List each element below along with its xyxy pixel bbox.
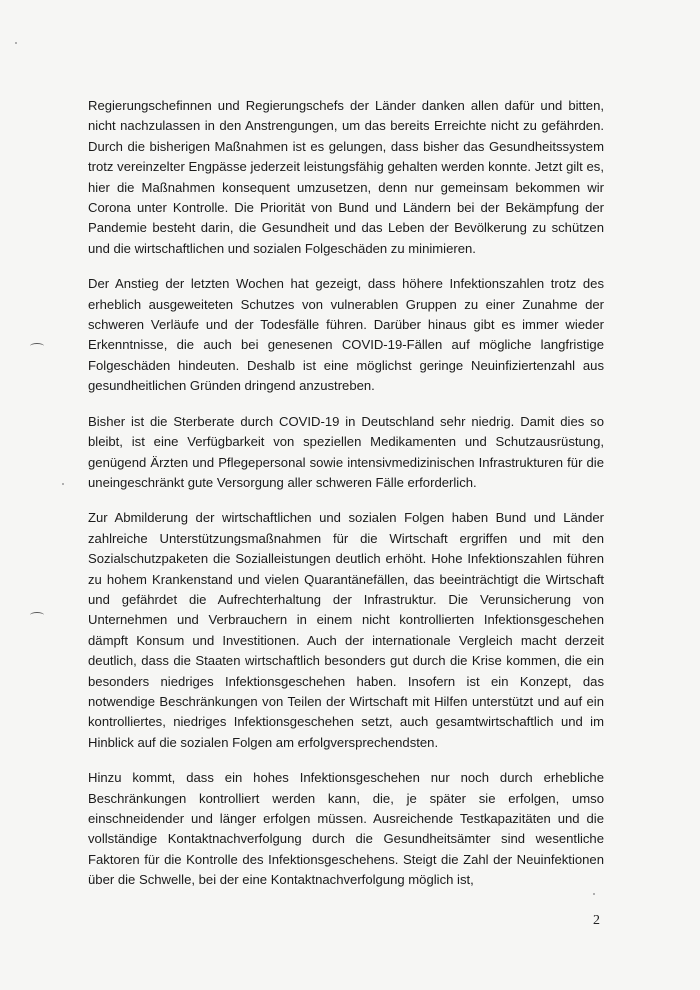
document-body bbox=[88, 96, 604, 906]
paragraph-3: Bisher ist die Sterberate durch COVID-19 in Deutschland sehr niedrig. Damit dies so bleibt, ist eine Verfügbarkeit von speziellen Medikamenten und Schutzausrüstung, genügend Ärzten und Pflegepersonal sowie intensivmedizinischen Infrastrukturen für die uneingeschränkt gute Versorgung aller schweren Fälle erforderlich. bbox=[88, 413, 604, 490]
paragraph-1: Regierungschefinnen und Regierungschefs der Länder danken allen dafür und bitten, nicht nachzulassen in den Anstrengungen, um das bereits Erreichte nicht zu gefährden. Durch die bisherigen Maßnahmen ist es gelungen, dass bisher das Gesundheitssystem trotz vereinzelter Engpässe jederzeit leistungsfähig gehalten werden konnte. Jetzt gilt es, hier die Maßnahmen konsequent umzusetzen, denn nur gemeinsam bekommen wir Corona unter Kontrolle. Die Priorität von Bund und Ländern bei der Bekämpfung der Pandemie besteht darin, die Gesundheit und das Leben der Bevölkerung zu schützen und die wirtschaftlichen und sozialen Folgeschäden zu minimieren. bbox=[88, 98, 604, 256]
scan-speck bbox=[593, 893, 595, 895]
page-number: 2 bbox=[593, 913, 600, 928]
scan-speck bbox=[62, 483, 64, 485]
paragraph-5: Hinzu kommt, dass ein hohes Infektionsgeschehen nur noch durch erhebliche Beschränkungen kontrolliert werden kann, die, je später sie erfolgen, umso einschneidender und länger erfolgen müssen. Ausreichende Testkapazitäten und die vollständige Kontaktnachverfolgung durch die Gesundheitsämter sind wesentliche Faktoren für die Kontrolle des Infektionsgeschehens. Steigt die Zahl der Neuinfektionen über die Schwelle, bei der eine Kontaktnachverfolgung möglich ist, bbox=[88, 770, 604, 888]
scan-speck bbox=[15, 42, 17, 44]
paragraph-4: Zur Abmilderung der wirtschaftlichen und sozialen Folgen haben Bund und Länder zahlreiche Unterstützungsmaßnahmen für die Wirtschaft ergriffen und mit den Sozialschutzpaketen die Sozialleistungen deutlich erhöht. Hohe Infektionszahlen führen zu hohem Krankenstand und vielen Quarantänefällen, das beeinträchtigt die Wirtschaft und gefährdet die Aufrechterhaltung der Infrastruktur. Die Verunsicherung von Unternehmen und Verbrauchern in einem nicht kontrollierten Infektionsgeschehen dämpft Konsum und Investitionen. Auch der internationale Vergleich macht derzeit deutlich, dass die Staaten wirtschaftlich besonders gut durch die Krise kommen, die ein besonders niedriges Infektionsgeschehen haben. Insofern ist ein Konzept, das notwendige Beschränkungen von Teilen der Wirtschaft mit Hilfen unterstützt und auf ein kontrolliertes, niedriges Infektionsgeschehen setzt, auch gesamtwirtschaftlich und im Hinblick auf die sozialen Folgen am erfolgversprechendsten. bbox=[88, 510, 604, 750]
paragraph-2: Der Anstieg der letzten Wochen hat gezeigt, dass höhere Infektionszahlen trotz des erheblich ausgeweiteten Schutzes von vulnerablen Gruppen zu einer Zunahme der schweren Verläufe und der Todesfälle führen. Darüber hinaus gibt es immer wieder Erkenntnisse, die auch bei genesenen COVID-19-Fällen auf mögliche langfristige Folgeschäden hindeuten. Deshalb ist eine möglichst geringe Neuinfiziertenzahl aus gesundheitlichen Gründen dringend anzustreben. bbox=[88, 276, 604, 394]
punch-mark-bottom bbox=[30, 612, 44, 618]
punch-mark-top bbox=[30, 343, 44, 349]
